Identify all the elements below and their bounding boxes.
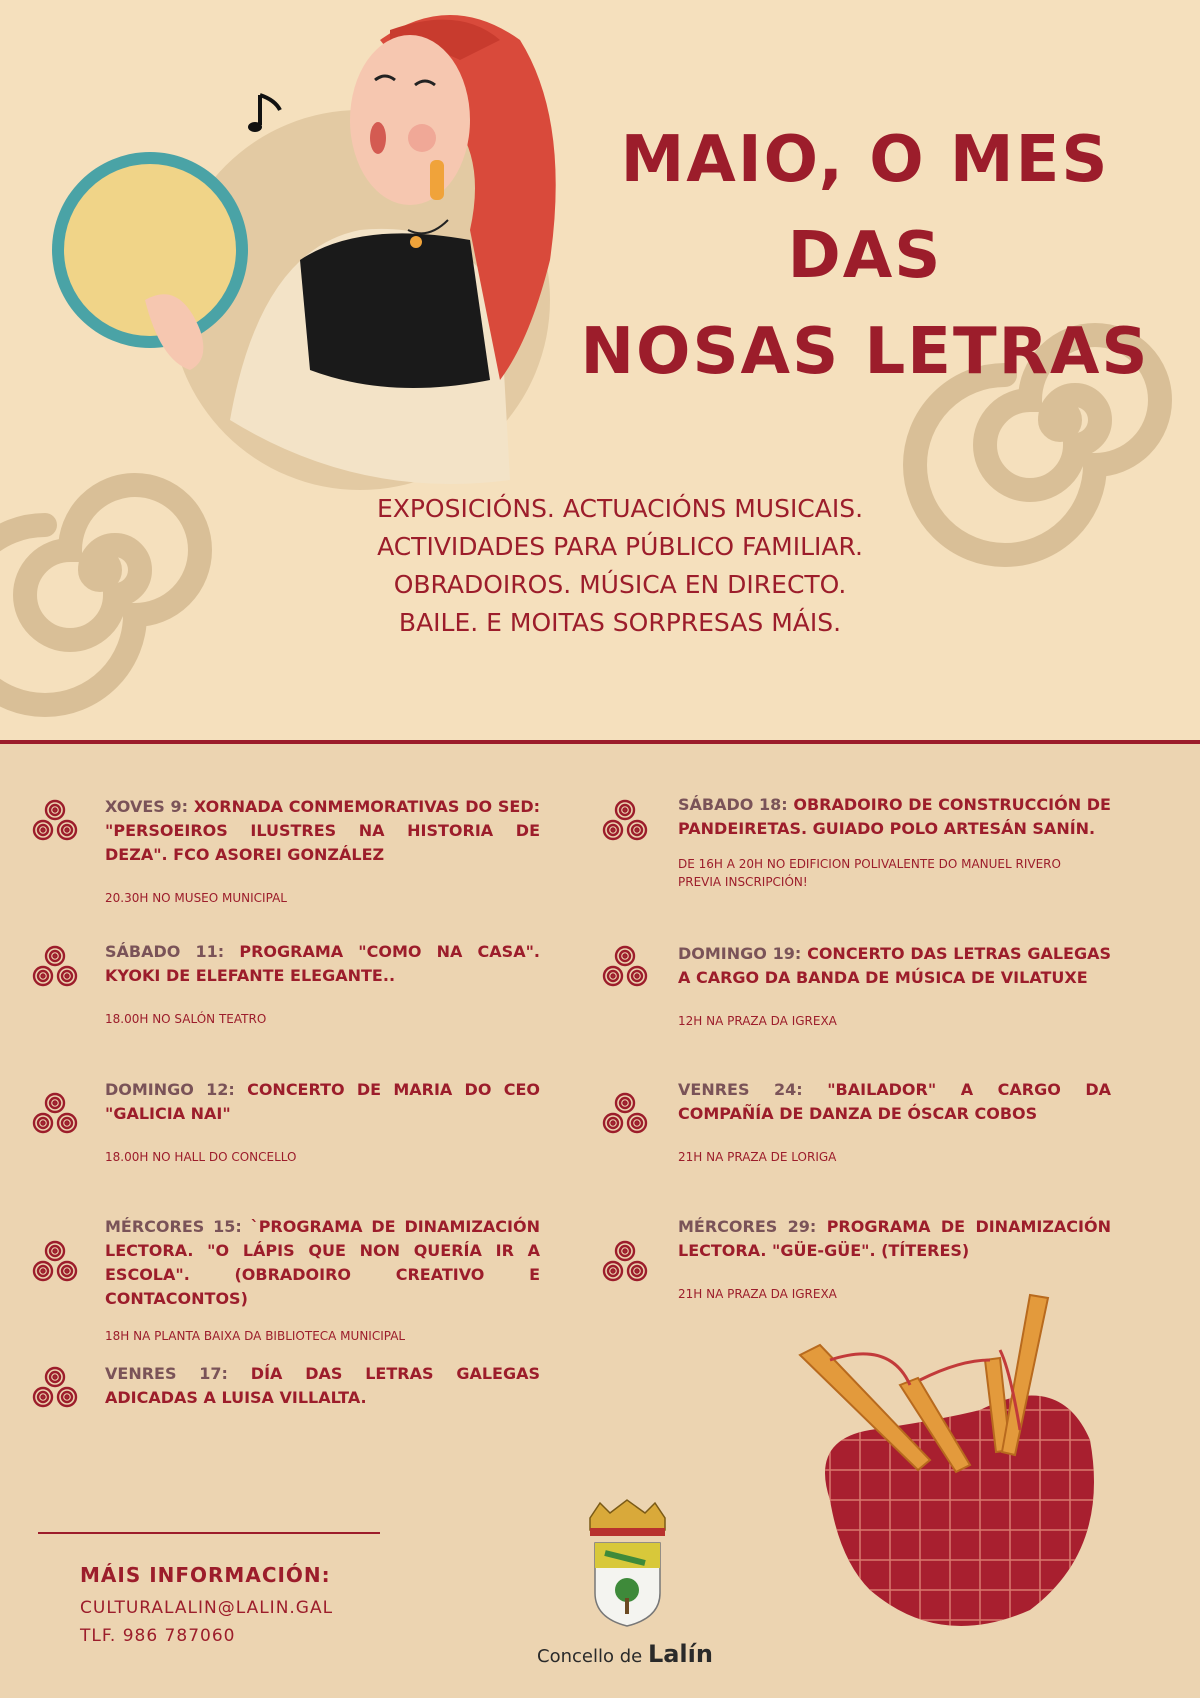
event-title: OBRADOIRO DE CONSTRUCCIÓN DE PANDEIRETAS. GUIADO POLO ARTESÁN SANÍN. [678, 795, 1111, 838]
info-email[interactable]: CULTURALALIN@LALIN.GAL [80, 1598, 334, 1618]
info-rule [38, 1532, 380, 1534]
event-day: XOVES 9: [105, 797, 189, 816]
event-title: CONCERTO DAS LETRAS GALEGAS A CARGO DA BANDA DE MÚSICA DE VILATUXE [678, 944, 1111, 987]
triskelion-icon [30, 797, 80, 843]
triskelion-icon [600, 943, 650, 989]
event-venres-17 [105, 1362, 540, 1410]
event-day: SÁBADO 18: [678, 795, 788, 814]
triskelion-icon [600, 797, 650, 843]
tagline [300, 490, 940, 642]
event-title: CONCERTO DE MARIA DO CEO "GALICIA NAI" [105, 1080, 540, 1123]
event-title: `PROGRAMA DE DINAMIZACIÓN LECTORA. "O LÁPIS QUE NON QUERÍA IR A ESCOLA". (OBRADOIRO CREATIVO E CONTACONTOS) [105, 1217, 540, 1308]
triskelion-icon [30, 943, 80, 989]
event-title: "BAILADOR" A CARGO DA COMPAÑÍA DE DANZA DE ÓSCAR COBOS [678, 1080, 1111, 1123]
event-detail: 18.00H NO HALL DO CONCELLO [105, 1150, 297, 1164]
triskelion-icon [600, 1090, 650, 1136]
coat-of-arms-logo [585, 1498, 670, 1628]
event-venres-24 [678, 1078, 1111, 1166]
triskelion-icon [600, 1238, 650, 1284]
event-sabado-11 [105, 940, 540, 1028]
page-title [540, 112, 1190, 400]
event-day: MÉRCORES 15: [105, 1217, 242, 1236]
event-title: DÍA DAS LETRAS GALEGAS ADICADAS A LUISA VILLALTA. [105, 1364, 540, 1407]
event-domingo-12 [105, 1078, 540, 1166]
event-title: PROGRAMA "COMO NA CASA". KYOKI DE ELEFANTE ELEGANTE.. [105, 942, 540, 985]
logo-wordmark [537, 1640, 713, 1668]
bagpipe-illustration [790, 1290, 1120, 1630]
event-detail-note: PREVIA INSCRIPCIÓN! [678, 875, 808, 889]
event-detail: 12H NA PRAZA DA IGREXA [678, 1014, 837, 1028]
tagline-line-3: OBRADOIROS. MÚSICA EN DIRECTO. [393, 570, 847, 599]
tagline-line-2: ACTIVIDADES PARA PÚBLICO FAMILIAR. [377, 532, 863, 561]
event-day: DOMINGO 12: [105, 1080, 235, 1099]
event-day: SÁBADO 11: [105, 942, 225, 961]
event-detail: 18H NA PLANTA BAIXA DA BIBLIOTECA MUNICIPAL [105, 1329, 406, 1343]
event-day: VENRES 24: [678, 1080, 803, 1099]
singer-illustration [30, 0, 560, 490]
event-day: DOMINGO 19: [678, 944, 802, 963]
logo-prefix: Concello de [537, 1646, 643, 1667]
event-domingo-19 [678, 942, 1111, 1030]
triskelion-icon [30, 1090, 80, 1136]
triskelion-icon [30, 1364, 80, 1410]
event-detail: 18.00H NO SALÓN TEATRO [105, 1012, 267, 1026]
title-line-2: NOSAS LETRAS [580, 315, 1150, 389]
event-sabado-18 [678, 793, 1111, 891]
info-heading: MÁIS INFORMACIÓN: [80, 1563, 331, 1587]
triskelion-icon [30, 1238, 80, 1284]
title-line-1: MAIO, O MES DAS [620, 123, 1110, 293]
event-title: PROGRAMA DE DINAMIZACIÓN LECTORA. "GÜE-GÜE". (TÍTERES) [678, 1217, 1111, 1260]
event-mercores-15 [105, 1215, 540, 1345]
event-title: XORNADA CONMEMORATIVAS DO SED: "PERSOEIROS ILUSTRES NA HISTORIA DE DEZA". FCO ASOREI GONZÁLEZ [105, 797, 540, 864]
info-phone: TLF. 986 787060 [80, 1626, 236, 1646]
logo-name: Lalín [647, 1640, 713, 1668]
event-xoves-9 [105, 795, 540, 907]
event-detail: 21H NA PRAZA DA IGREXA [678, 1287, 837, 1301]
event-detail: DE 16H A 20H NO EDIFICION POLIVALENTE DO MANUEL RIVERO [678, 857, 1061, 871]
event-day: VENRES 17: [105, 1364, 228, 1383]
event-detail: 21H NA PRAZA DE LORIGA [678, 1150, 837, 1164]
event-day: MÉRCORES 29: [678, 1217, 817, 1236]
tagline-line-1: EXPOSICIÓNS. ACTUACIÓNS MUSICAIS. [376, 494, 864, 523]
tagline-line-4: BAILE. E MOITAS SORPRESAS MÁIS. [398, 608, 842, 637]
event-detail: 20.30H NO MUSEO MUNICIPAL [105, 891, 287, 905]
